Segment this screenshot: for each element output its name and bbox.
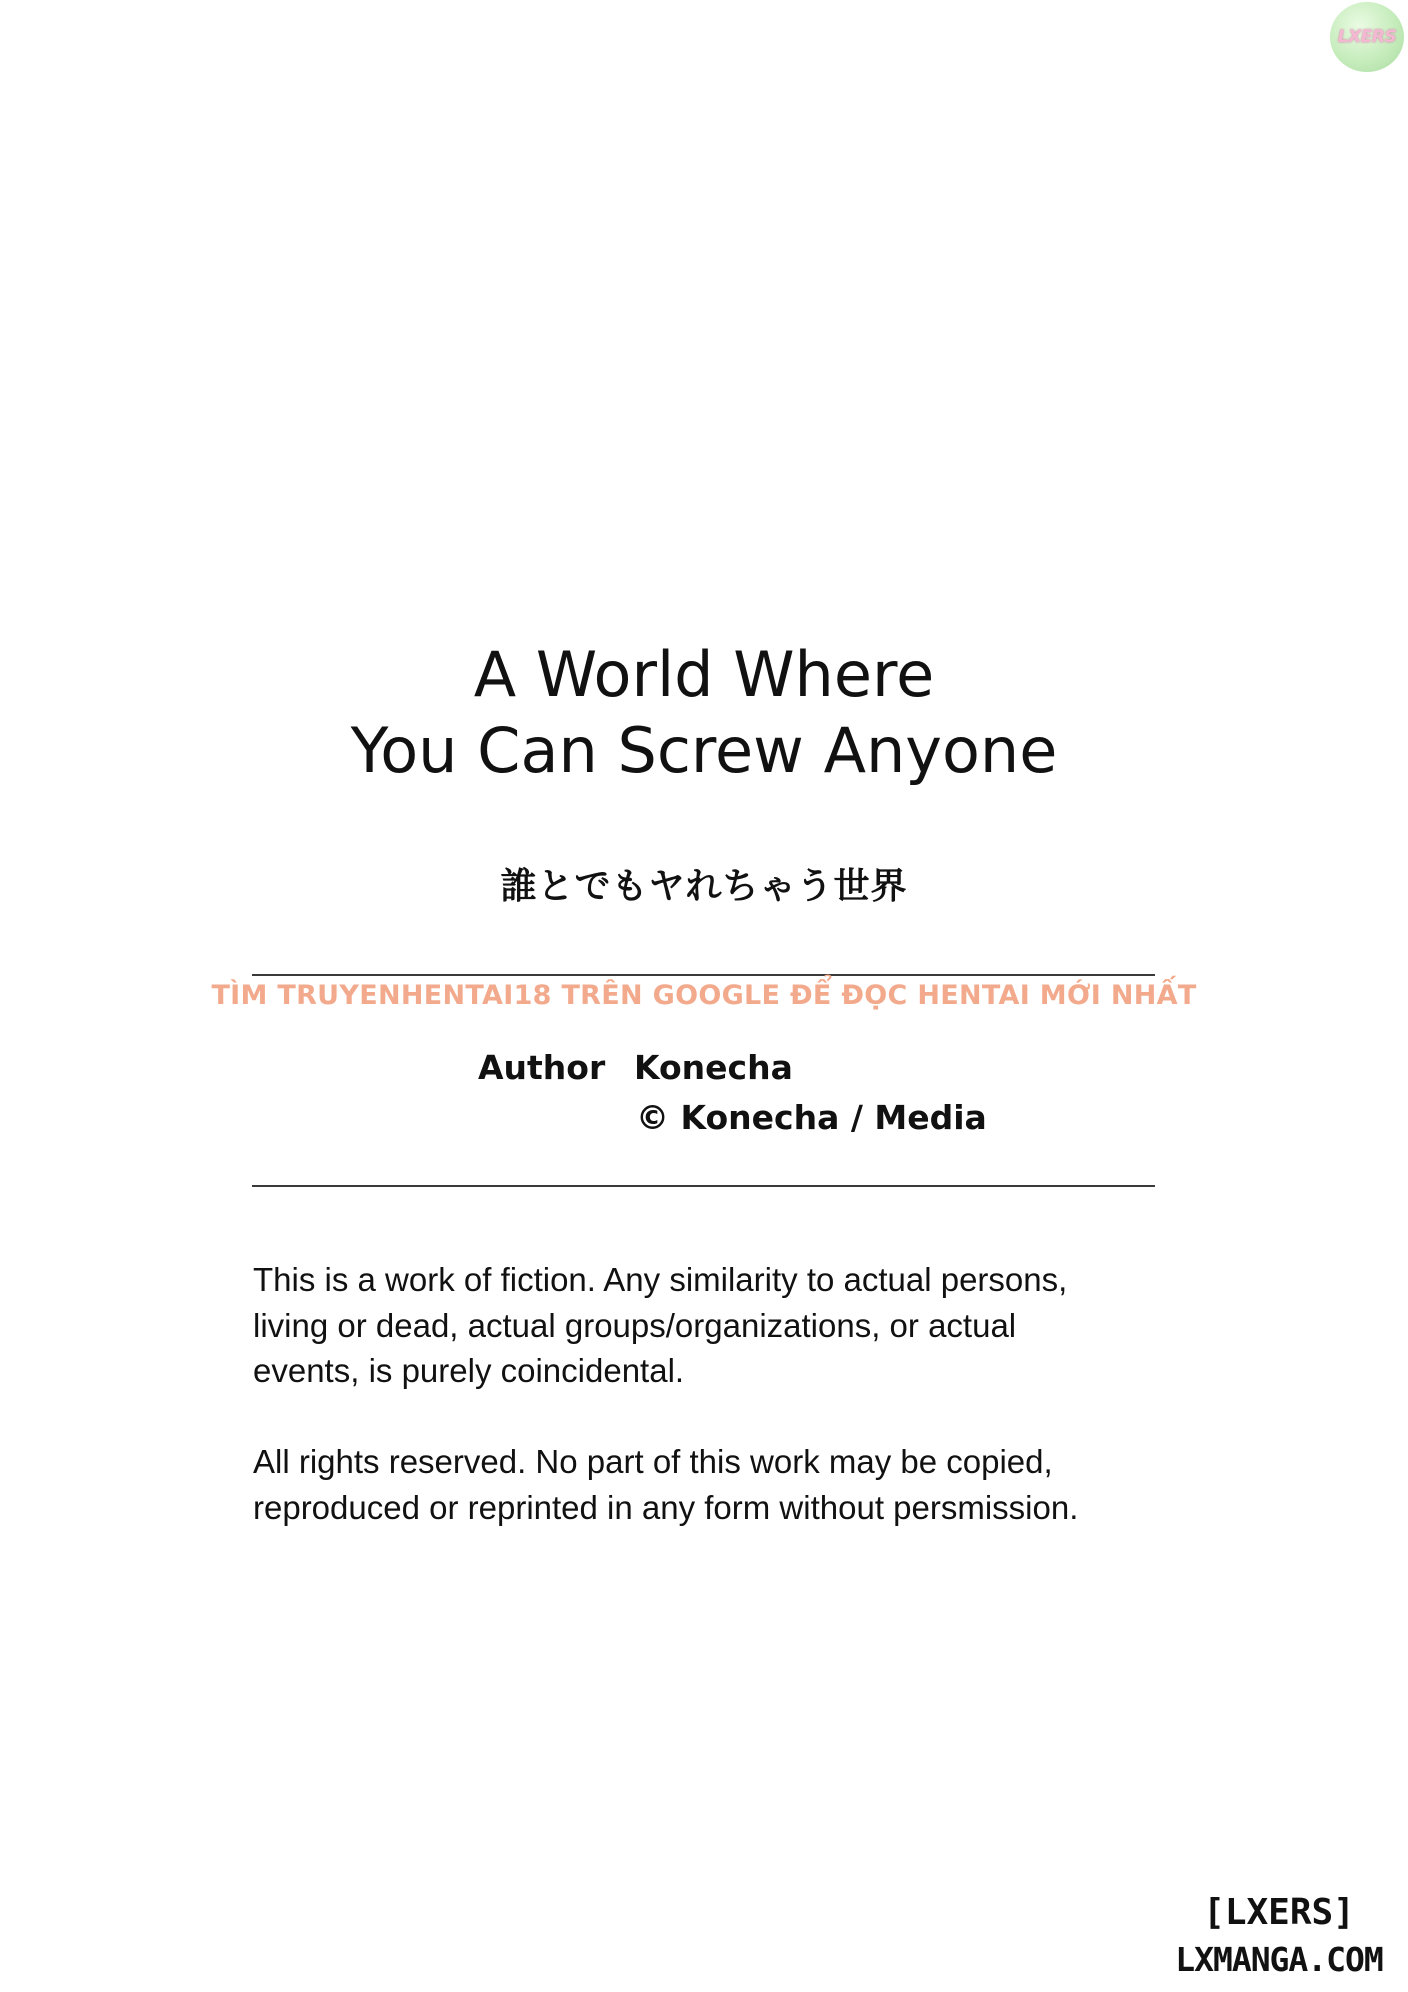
japanese-title: 誰とでもヤれちゃう世界 bbox=[500, 866, 908, 907]
rights-line: All rights reserved. No part of this work may be copied, bbox=[253, 1443, 1053, 1480]
watermark-text: TÌM TRUYENHENTAI18 TRÊN GOOGLE ĐỂ ĐỌC HENTAI MỚI NHẤT bbox=[211, 980, 1197, 1011]
logo-text: LXERS bbox=[1337, 27, 1397, 47]
author-label: Author bbox=[478, 1048, 606, 1087]
bottom-divider bbox=[252, 1185, 1155, 1187]
lxers-logo-badge bbox=[1330, 2, 1404, 72]
rights-notice bbox=[253, 1439, 1193, 1530]
copyright-line: © Konecha / Media bbox=[636, 1098, 987, 1137]
title-line-2: You Can Screw Anyone bbox=[350, 714, 1058, 787]
disclaimer-line: events, is purely coincidental. bbox=[253, 1352, 685, 1389]
brand-bracket-text: [LXERS] bbox=[1203, 1892, 1355, 1933]
fiction-disclaimer bbox=[253, 1257, 1193, 1394]
disclaimer-line: This is a work of fiction. Any similarity to actual persons, bbox=[253, 1261, 1068, 1298]
author-name: Konecha bbox=[634, 1048, 793, 1087]
top-divider bbox=[252, 974, 1155, 976]
brand-site-text: LXMANGA.COM bbox=[1175, 1940, 1383, 1979]
rights-line: reproduced or reprinted in any form without persmission. bbox=[253, 1488, 1079, 1526]
disclaimer-line: living or dead, actual groups/organizations, or actual bbox=[253, 1306, 1017, 1344]
title-line-1: A World Where bbox=[473, 638, 935, 711]
